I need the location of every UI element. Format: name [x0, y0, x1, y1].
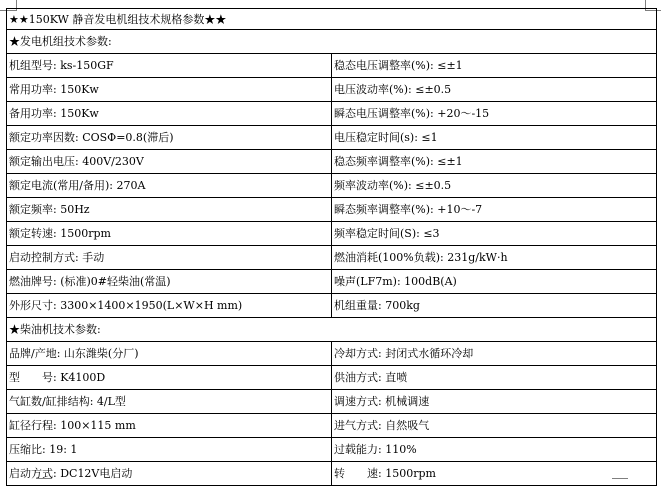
- spec-cell-right: 供油方式: 直喷: [332, 366, 657, 390]
- spec-cell-left: 气缸数/缸排结构: 4/L型: [7, 390, 332, 414]
- engine-section-heading: ★柴油机技术参数:: [7, 318, 657, 342]
- section-heading-row: [7, 318, 657, 342]
- spec-cell-left: 额定输出电压: 400V/230V: [7, 150, 332, 174]
- spec-cell-left: 额定电流(常用/备用): 270A: [7, 174, 332, 198]
- spec-cell-left: 品牌/产地: 山东潍柴(分厂): [7, 342, 332, 366]
- spec-cell-right: 过载能力: 110%: [332, 438, 657, 462]
- table-row: [7, 462, 657, 486]
- spec-cell-right: 稳态电压调整率(%): ≤±1: [332, 54, 657, 78]
- page-corner-mark: [36, 478, 52, 489]
- spec-cell-left: 型 号: K4100D: [7, 366, 332, 390]
- spec-cell-right: 转 速: 1500rpm: [332, 462, 657, 486]
- spec-cell-left: 机组型号: ks-150GF: [7, 54, 332, 78]
- spec-cell-right: 电压稳定时间(s): ≤1: [332, 126, 657, 150]
- genset-section-heading: ★发电机组技术参数:: [7, 30, 657, 54]
- spec-cell-right: 瞬态电压调整率(%): +20～-15: [332, 102, 657, 126]
- table-row: [7, 414, 657, 438]
- spec-cell-left: 缸径行程: 100×115 mm: [7, 414, 332, 438]
- spec-cell-right: 冷却方式: 封闭式水循环冷却: [332, 342, 657, 366]
- table-row: [7, 270, 657, 294]
- spec-cell-right: 稳态频率调整率(%): ≤±1: [332, 150, 657, 174]
- table-title: ★★150KW 静音发电机组技术规格参数★★: [7, 9, 657, 30]
- table-row: [7, 174, 657, 198]
- section-heading-row: [7, 30, 657, 54]
- spec-table: [6, 8, 657, 486]
- table-row: [7, 222, 657, 246]
- spec-cell-left: 额定功率因数: COSΦ=0.8(滞后): [7, 126, 332, 150]
- title-row: [7, 9, 657, 30]
- table-row: [7, 438, 657, 462]
- table-row: [7, 246, 657, 270]
- spec-cell-right: 燃油消耗(100%负载): 231g/kW·h: [332, 246, 657, 270]
- spec-cell-left: 压缩比: 19: 1: [7, 438, 332, 462]
- spec-cell-right: 频率稳定时间(S): ≤3: [332, 222, 657, 246]
- spec-cell-right: 瞬态频率调整率(%): +10～-7: [332, 198, 657, 222]
- spec-cell-left: 燃油牌号: (标准)0#轻柴油(常温): [7, 270, 332, 294]
- table-row: [7, 150, 657, 174]
- spec-cell-right: 机组重量: 700kg: [332, 294, 657, 318]
- spec-cell-left: 启动方式: DC12V电启动: [7, 462, 332, 486]
- table-row: [7, 54, 657, 78]
- spec-cell-right: 调速方式: 机械调速: [332, 390, 657, 414]
- spec-cell-left: 额定转速: 1500rpm: [7, 222, 332, 246]
- table-row: [7, 294, 657, 318]
- spec-cell-left: 备用功率: 150Kw: [7, 102, 332, 126]
- page-corner-mark: [612, 478, 628, 489]
- table-row: [7, 342, 657, 366]
- table-row: [7, 390, 657, 414]
- table-row: [7, 198, 657, 222]
- table-row: [7, 102, 657, 126]
- table-row: [7, 126, 657, 150]
- spec-cell-right: 频率波动率(%): ≤±0.5: [332, 174, 657, 198]
- spec-cell-right: 电压波动率(%): ≤±0.5: [332, 78, 657, 102]
- spec-cell-left: 额定频率: 50Hz: [7, 198, 332, 222]
- spec-cell-left: 外形尺寸: 3300×1400×1950(L×W×H mm): [7, 294, 332, 318]
- spec-cell-left: 启动控制方式: 手动: [7, 246, 332, 270]
- table-row: [7, 78, 657, 102]
- spec-cell-right: 噪声(LF7m): 100dB(A): [332, 270, 657, 294]
- table-row: [7, 366, 657, 390]
- spec-cell-left: 常用功率: 150Kw: [7, 78, 332, 102]
- spec-cell-right: 进气方式: 自然吸气: [332, 414, 657, 438]
